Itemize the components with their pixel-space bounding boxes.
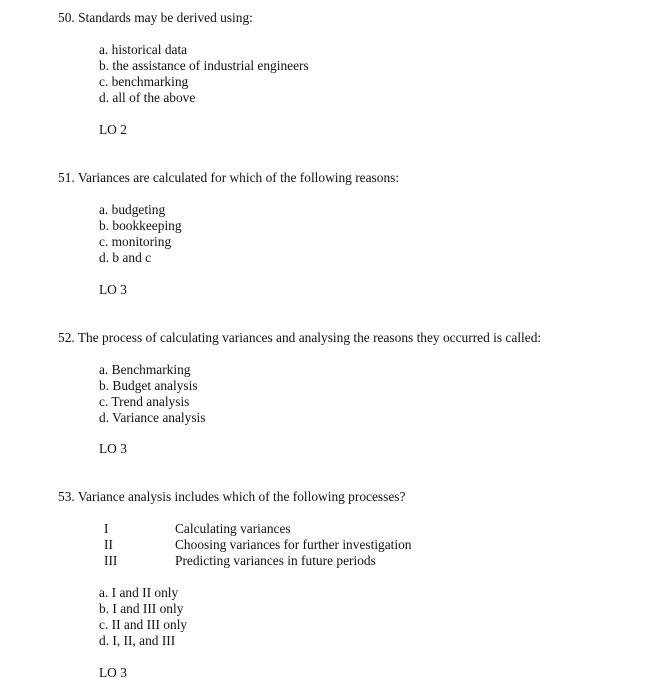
question-53-option-b: b. I and III only bbox=[99, 601, 184, 616]
question-52-option-b: b. Budget analysis bbox=[99, 378, 198, 393]
question-51-lo: LO 3 bbox=[99, 282, 127, 297]
statement-text: Choosing variances for further investigation bbox=[175, 537, 412, 552]
question-52-lo: LO 3 bbox=[99, 441, 127, 456]
question-51-option-b: b. bookkeeping bbox=[99, 218, 182, 233]
question-52-option-c: c. Trend analysis bbox=[99, 394, 190, 409]
statement-text: Predicting variances in future periods bbox=[175, 553, 376, 568]
question-51-options bbox=[99, 202, 182, 266]
statement-text: Calculating variances bbox=[175, 521, 291, 536]
question-53-options bbox=[99, 585, 187, 649]
question-50-option-d: d. all of the above bbox=[99, 90, 196, 105]
statement-numeral: III bbox=[104, 553, 118, 568]
question-51-option-c: c. monitoring bbox=[99, 234, 172, 249]
question-50-options bbox=[99, 42, 309, 106]
statement-numeral: II bbox=[104, 537, 113, 552]
question-50-option-a: a. historical data bbox=[99, 42, 188, 57]
question-50-option-c: c. benchmarking bbox=[99, 74, 189, 89]
question-53-option-c: c. II and III only bbox=[99, 617, 188, 632]
question-51-option-d: d. b and c bbox=[99, 250, 152, 265]
question-53-statement-1 bbox=[104, 521, 291, 537]
question-50-stem: 50. Standards may be derived using: bbox=[58, 10, 253, 25]
question-52-option-d: d. Variance analysis bbox=[99, 410, 206, 425]
question-53-stem: 53. Variance analysis includes which of the following processes? bbox=[58, 489, 406, 504]
question-52-option-a: a. Benchmarking bbox=[99, 362, 191, 377]
question-50-lo: LO 2 bbox=[99, 122, 127, 137]
question-53-option-a: a. I and II only bbox=[99, 585, 179, 600]
question-53-lo: LO 3 bbox=[99, 665, 127, 680]
statement-numeral: I bbox=[104, 521, 109, 536]
question-51-stem: 51. Variances are calculated for which of the following reasons: bbox=[58, 170, 400, 185]
question-53-statement-3 bbox=[104, 553, 376, 569]
question-52-options bbox=[99, 362, 205, 426]
question-51-option-a: a. budgeting bbox=[99, 202, 166, 217]
question-53-option-d: d. I, II, and III bbox=[99, 633, 176, 648]
question-52-stem: 52. The process of calculating variances and analysing the reasons they occurred is called: bbox=[58, 330, 542, 345]
question-53-statement-2 bbox=[104, 537, 412, 553]
question-50-option-b: b. the assistance of industrial engineers bbox=[99, 58, 309, 73]
